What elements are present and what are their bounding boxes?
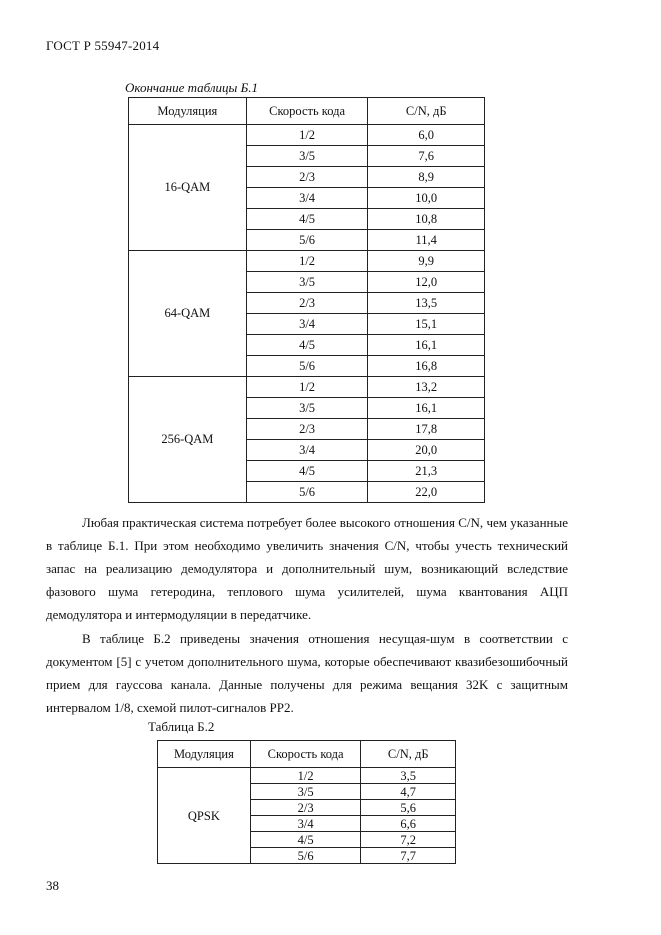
document-header: ГОСТ Р 55947-2014: [46, 38, 160, 53]
cn-value-cell: 21,3: [368, 461, 485, 482]
code-rate-cell: 3/5: [250, 784, 361, 800]
code-rate-cell: 5/6: [246, 356, 368, 377]
code-rate-cell: 3/4: [246, 314, 368, 335]
cn-value-cell: 13,5: [368, 293, 485, 314]
table-header-row: [158, 741, 456, 768]
cn-value-cell: 7,2: [361, 832, 456, 848]
code-rate-cell: 4/5: [250, 832, 361, 848]
page-number: 38: [46, 878, 59, 893]
column-header-cn: C/N, дБ: [368, 98, 485, 125]
column-header-cn: C/N, дБ: [361, 741, 456, 768]
column-header-modulation: Модуляция: [129, 98, 247, 125]
cn-value-cell: 20,0: [368, 440, 485, 461]
cn-value-cell: 15,1: [368, 314, 485, 335]
code-rate-cell: 1/2: [250, 768, 361, 784]
table-row: [129, 377, 485, 398]
table-row: [129, 125, 485, 146]
cn-value-cell: 6,6: [361, 816, 456, 832]
cn-value-cell: 9,9: [368, 251, 485, 272]
code-rate-cell: 4/5: [246, 461, 368, 482]
table-2-caption: Таблица Б.2: [148, 719, 215, 734]
code-rate-cell: 5/6: [250, 848, 361, 864]
code-rate-cell: 5/6: [246, 482, 368, 503]
cn-value-cell: 11,4: [368, 230, 485, 251]
modulation-cell: 64-QAM: [129, 251, 247, 377]
cn-value-cell: 7,6: [368, 146, 485, 167]
table-b2: [157, 740, 456, 864]
cn-value-cell: 22,0: [368, 482, 485, 503]
code-rate-cell: 3/4: [250, 816, 361, 832]
table-1-caption: Окончание таблицы Б.1: [125, 80, 258, 95]
cn-value-cell: 6,0: [368, 125, 485, 146]
modulation-cell: 16-QAM: [129, 125, 247, 251]
cn-value-cell: 10,8: [368, 209, 485, 230]
code-rate-cell: 3/5: [246, 146, 368, 167]
cn-value-cell: 16,8: [368, 356, 485, 377]
cn-value-cell: 5,6: [361, 800, 456, 816]
table-row: [129, 251, 485, 272]
cn-value-cell: 16,1: [368, 398, 485, 419]
table-header-row: [129, 98, 485, 125]
cn-value-cell: 10,0: [368, 188, 485, 209]
code-rate-cell: 3/5: [246, 398, 368, 419]
paragraph-1: Любая практическая система потребует более высокого отношения C/N, чем указанные в таблице Б.1. При этом необходимо увеличить значения C/N, чтобы учесть технический запас на реализацию демодулятора и дополнительный шум, возникающий вследствие фазового шума гетеродина, теплового шума усилителей, шума квантования АЦП демодулятора и интермодуляции в передатчике.: [46, 515, 568, 622]
column-header-code-rate: Скорость кода: [246, 98, 368, 125]
code-rate-cell: 1/2: [246, 125, 368, 146]
code-rate-cell: 3/4: [246, 188, 368, 209]
code-rate-cell: 5/6: [246, 230, 368, 251]
cn-value-cell: 13,2: [368, 377, 485, 398]
code-rate-cell: 3/5: [246, 272, 368, 293]
paragraph-2: В таблице Б.2 приведены значения отношения несущая-шум в соответствии с документом [5] с учетом дополнительного шума, которые обеспечивают квазибезошибочный прием для гауссова канала. Данные получены для режима вещания 32K с защитным интервалом 1/8, схемой пилот-сигналов PP2.: [46, 631, 568, 715]
code-rate-cell: 1/2: [246, 377, 368, 398]
code-rate-cell: 1/2: [246, 251, 368, 272]
cn-value-cell: 12,0: [368, 272, 485, 293]
cn-value-cell: 17,8: [368, 419, 485, 440]
code-rate-cell: 3/4: [246, 440, 368, 461]
cn-value-cell: 8,9: [368, 167, 485, 188]
cn-value-cell: 16,1: [368, 335, 485, 356]
cn-value-cell: 7,7: [361, 848, 456, 864]
code-rate-cell: 2/3: [246, 293, 368, 314]
code-rate-cell: 2/3: [246, 167, 368, 188]
table-row: [158, 768, 456, 784]
modulation-cell: 256-QAM: [129, 377, 247, 503]
cn-value-cell: 3,5: [361, 768, 456, 784]
modulation-cell: QPSK: [158, 768, 251, 864]
code-rate-cell: 2/3: [250, 800, 361, 816]
cn-value-cell: 4,7: [361, 784, 456, 800]
column-header-code-rate: Скорость кода: [250, 741, 361, 768]
code-rate-cell: 4/5: [246, 209, 368, 230]
code-rate-cell: 4/5: [246, 335, 368, 356]
column-header-modulation: Модуляция: [158, 741, 251, 768]
table-b1: [128, 97, 485, 503]
code-rate-cell: 2/3: [246, 419, 368, 440]
